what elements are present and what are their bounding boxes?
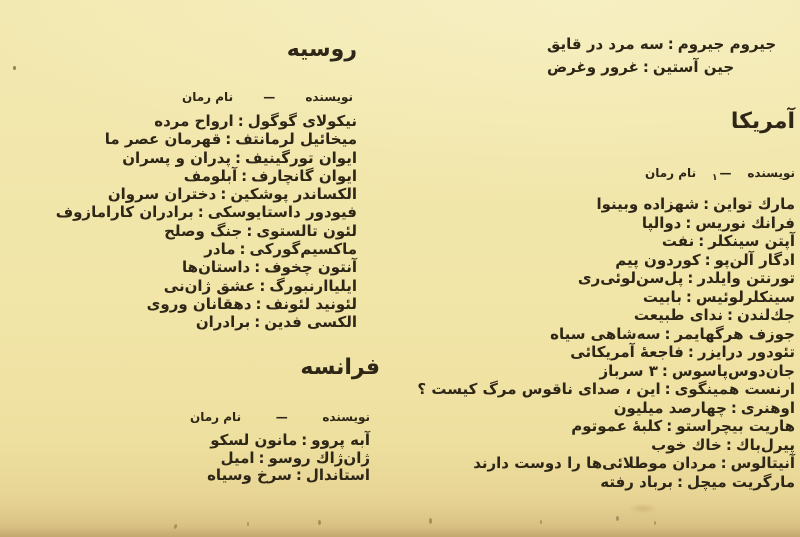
novel-title: برادران xyxy=(195,313,251,332)
section-heading-russia: روسیه xyxy=(286,37,357,62)
author-name: ایوان تورگینیف xyxy=(245,148,357,167)
paper-speck xyxy=(13,66,16,70)
author-name: لئونید لئونف xyxy=(265,294,357,313)
book-list-item xyxy=(56,167,357,185)
book-list-item xyxy=(417,362,795,381)
column-header-russia xyxy=(182,90,353,105)
book-list-item xyxy=(417,214,795,233)
novel-title: فاجعۀ آمریکائی xyxy=(570,343,684,362)
book-list-item xyxy=(417,325,795,344)
book-list-item xyxy=(417,232,795,251)
colon-separator: : xyxy=(730,398,737,417)
paper-speck xyxy=(247,522,249,526)
author-name: هاریت بیچراستو xyxy=(676,417,795,436)
book-list-item xyxy=(56,240,357,258)
book-list-item xyxy=(56,258,357,276)
author-name: استاندال xyxy=(305,466,370,485)
book-list-france xyxy=(190,432,370,485)
novel-title: ۳ سرباز xyxy=(599,361,658,380)
col-novel-label: نام رمان xyxy=(182,90,234,104)
col-separator: — xyxy=(275,410,288,424)
author-name: تورنتن وایلدر xyxy=(697,269,795,288)
author-name: فرانك نوریس xyxy=(695,213,795,232)
book-list-item xyxy=(56,222,357,240)
novel-title: شهزاده وبینوا xyxy=(596,195,700,214)
colon-separator: : xyxy=(254,313,261,332)
book-list-item xyxy=(56,112,357,130)
novel-title: داستان‌ها xyxy=(182,258,251,277)
author-name: آپتن سینکلر xyxy=(708,232,795,251)
book-list-item xyxy=(417,417,795,436)
book-list-item xyxy=(190,450,370,468)
author-name: مارك تواین xyxy=(713,195,795,214)
paper-smudge xyxy=(628,503,658,514)
colon-separator: : xyxy=(259,276,266,295)
author-name: جیروم جیروم xyxy=(677,35,777,53)
novel-title: قهرمان عصر ما xyxy=(104,130,222,149)
section-france xyxy=(190,354,380,485)
colon-separator: : xyxy=(642,58,649,76)
footnote-mark: ۱ xyxy=(711,173,718,184)
novel-title: نفت xyxy=(661,232,695,251)
novel-title: پل‌سن‌لوئی‌ری xyxy=(577,269,684,288)
column-header-america xyxy=(645,166,795,186)
section-russia xyxy=(56,36,357,332)
colon-separator: : xyxy=(704,250,711,269)
top-book-list xyxy=(547,33,799,79)
col-author-label: نویسنده xyxy=(322,410,370,424)
author-name: میخائیل لرمانتف xyxy=(235,130,357,149)
book-list-item xyxy=(417,343,795,362)
dash-glyph: — xyxy=(719,166,732,180)
novel-title: دختران سروان xyxy=(107,185,217,204)
author-name: پیرل‌باك xyxy=(735,435,795,454)
novel-title: سرخ وسیاه xyxy=(207,466,292,485)
novel-title: غرور وغرض xyxy=(547,58,639,76)
colon-separator: : xyxy=(246,221,253,240)
col-novel-label: نام رمان xyxy=(190,410,242,424)
col-separator xyxy=(712,166,732,186)
column-header-france xyxy=(190,410,370,425)
book-list-item xyxy=(417,380,795,399)
novel-title: کلبۀ عموتوم xyxy=(571,417,663,436)
author-name: جان‌دوس‌پاسوس xyxy=(671,361,795,380)
novel-title: مادر xyxy=(204,240,236,259)
colon-separator: : xyxy=(677,472,684,491)
col-separator: — xyxy=(263,90,276,104)
colon-separator: : xyxy=(698,232,705,251)
book-list-item xyxy=(547,33,799,56)
author-name: لئون تالستوی xyxy=(256,221,357,240)
author-name: آبه پروو xyxy=(311,431,370,449)
book-list-item xyxy=(56,277,357,295)
novel-title: سه مرد در قایق xyxy=(547,35,664,53)
novel-title: مانون لسکو xyxy=(210,431,298,449)
paper-speck xyxy=(318,520,321,525)
novel-title: برادران کارامازوف xyxy=(55,203,194,222)
book-list-item xyxy=(417,399,795,418)
author-name: جین آستین xyxy=(652,58,735,76)
colon-separator: : xyxy=(726,306,733,325)
colon-separator: : xyxy=(685,287,692,306)
author-name: اوهنری xyxy=(740,398,795,417)
author-name: آنتون چخوف xyxy=(264,258,357,277)
novel-title: مردان موطلائی‌ها را دوست دارند xyxy=(473,454,717,473)
colon-separator: : xyxy=(241,166,248,185)
colon-separator: : xyxy=(239,240,246,259)
section-heading-france: فرانسه xyxy=(300,355,380,380)
colon-separator: : xyxy=(301,431,308,449)
colon-separator: : xyxy=(237,112,244,130)
section-america xyxy=(417,108,795,491)
author-name: ایلیاارنبورگ xyxy=(269,276,357,295)
colon-separator: : xyxy=(661,361,668,380)
colon-separator: : xyxy=(667,35,674,53)
colon-separator: : xyxy=(720,454,727,473)
book-list-item xyxy=(417,251,795,270)
colon-separator: : xyxy=(197,203,204,222)
colon-separator: : xyxy=(664,324,671,343)
book-list-item xyxy=(417,436,795,455)
colon-separator: : xyxy=(258,448,265,467)
novel-title: ارواح مرده xyxy=(154,112,234,130)
author-name: جوزف هرگهایمر xyxy=(674,324,795,343)
colon-separator: : xyxy=(703,195,710,214)
author-name: الکسی فدین xyxy=(264,313,357,332)
colon-separator: : xyxy=(255,294,262,313)
author-name: فیودور داستایوسکی xyxy=(207,203,357,222)
book-list-item xyxy=(56,203,357,221)
book-list-item xyxy=(417,454,795,473)
novel-title: دهقانان وروی xyxy=(146,294,252,313)
book-list-item xyxy=(417,288,795,307)
book-list-russia xyxy=(56,112,357,332)
colon-separator: : xyxy=(725,435,732,454)
author-name: جك‌لندن xyxy=(736,306,795,325)
novel-title: بابیت xyxy=(642,287,682,306)
colon-separator: : xyxy=(225,130,232,149)
novel-title: عشق ژان‌نی xyxy=(163,276,256,295)
novel-title: جنگ وصلح xyxy=(164,221,243,240)
novel-title: دوالپا xyxy=(641,213,682,232)
novel-title: برباد رفته xyxy=(600,472,674,491)
col-author-label: نویسنده xyxy=(747,166,795,180)
book-list-item xyxy=(56,185,357,203)
novel-title: امیل xyxy=(220,448,255,467)
book-list-item xyxy=(56,313,357,331)
book-list-item xyxy=(547,56,799,79)
novel-title: این ، صدای ناقوس مرگ کیست ؟ xyxy=(417,380,661,399)
author-name: الکساندر پوشکین xyxy=(230,185,357,204)
novel-title: چهارصد میلیون xyxy=(613,398,727,417)
author-name: سینکلرلوئیس xyxy=(695,287,795,306)
author-name: تئودور درایزر xyxy=(697,343,795,362)
colon-separator: : xyxy=(685,213,692,232)
paper-speck xyxy=(173,524,178,530)
novel-title: خاك خوب xyxy=(651,435,722,454)
book-list-item xyxy=(417,269,795,288)
section-heading-america: آمریکا xyxy=(730,109,795,134)
colon-separator: : xyxy=(687,269,694,288)
book-list-item xyxy=(56,149,357,167)
paper-speck xyxy=(654,521,656,525)
author-name: مارگریت میچل xyxy=(687,472,795,491)
novel-title: پدران و پسران xyxy=(122,148,232,167)
colon-separator: : xyxy=(254,258,261,277)
book-list-item xyxy=(56,130,357,148)
book-list-item xyxy=(190,432,370,450)
novel-title: سه‌شاهی سیاه xyxy=(550,324,661,343)
col-novel-label: نام رمان xyxy=(645,166,697,180)
novel-title: آبلومف xyxy=(183,166,238,185)
author-name: ارنست همینگوی xyxy=(674,380,795,399)
book-list-item xyxy=(56,295,357,313)
author-name: ماکسیم‌گورکی xyxy=(249,240,357,259)
col-author-label: نویسنده xyxy=(305,90,353,104)
author-name: ژان‌ژاك روسو xyxy=(268,448,370,467)
book-list-item xyxy=(417,473,795,492)
colon-separator: : xyxy=(235,148,242,167)
colon-separator: : xyxy=(666,417,673,436)
author-name: نیکولای گوگول xyxy=(247,112,357,130)
book-list-america xyxy=(417,195,795,491)
author-name: ایوان گانچارف xyxy=(251,166,357,185)
paper-speck xyxy=(540,520,542,524)
paper-speck xyxy=(616,516,619,521)
colon-separator: : xyxy=(295,466,302,485)
book-list-item xyxy=(417,195,795,214)
colon-separator: : xyxy=(220,185,227,204)
book-list-item xyxy=(190,467,370,485)
colon-separator: : xyxy=(664,380,671,399)
colon-separator: : xyxy=(687,343,694,362)
novel-title: ندای طبیعت xyxy=(633,306,723,325)
novel-title: کوردون پیم xyxy=(615,250,701,269)
author-name: ادگار آلن‌پو xyxy=(714,250,795,269)
book-list-item xyxy=(417,306,795,325)
author-name: آنیتالوس xyxy=(730,454,795,473)
paper-speck xyxy=(429,518,432,524)
